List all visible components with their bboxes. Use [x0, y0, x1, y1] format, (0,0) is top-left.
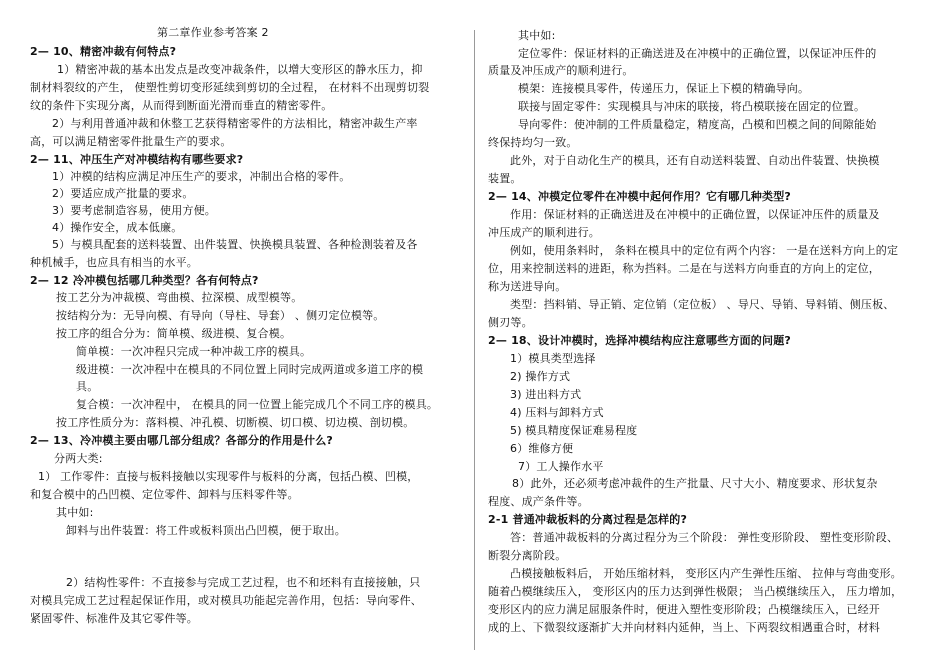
column-divider — [474, 30, 475, 650]
left-column-line: 级进模：一次冲程中在模具的不同位置上同时完成两道或多道工序的模 — [76, 363, 424, 376]
right-column-line: 随着凸模继续压入， 变形区内的压力达到弹性极限； 当凸模继续压入， 压力增加， — [488, 585, 903, 598]
left-column-line: 2— 10、精密冲裁有何特点? — [30, 45, 177, 58]
left-column-line: 对模具完成工艺过程起保证作用，或对模具功能起完善作用，包括：导向零件、 — [30, 594, 422, 607]
right-column-line: 联接与固定零件：实现模具与冲床的联接，将凸模联接在固定的位置。 — [518, 100, 866, 113]
right-column-line: 侧刃等。 — [488, 316, 533, 329]
right-column-line: 2-1 普通冲裁板料的分离过程是怎样的? — [488, 513, 688, 526]
left-column-line: 2）与利用普通冲裁和休整工艺获得精密零件的方法相比，精密冲裁生产率 — [52, 117, 418, 130]
left-column-line: 高，可以满足精密零件批量生产的要求。 — [30, 135, 232, 148]
right-column-line: 2) 操作方式 — [510, 370, 571, 383]
right-column-line: 例如，使用条料时， 条料在模具中的定位有两个内容： 一是在送料方向上的定 — [510, 244, 899, 257]
left-column-line: 按工艺分为冲裁模、弯曲模、拉深模、成型模等。 — [56, 291, 303, 304]
left-column-line: 和复合模中的凸凹模、定位零件、卸料与压料零件等。 — [30, 488, 299, 501]
right-column-line: 质量及冲压成产的顺利进行。 — [488, 64, 634, 77]
left-column-line: 1） 工作零件：直接与板料接触以实现零件与板料的分离，包括凸模、凹模， — [38, 470, 419, 483]
left-column-line: 复合模：一次冲程中， 在模具的同一位置上能完成几个不同工序的模具。 — [76, 398, 439, 411]
right-column-line: 2— 18、设计冲模时，选择冲模结构应注意哪些方面的问题? — [488, 334, 791, 347]
left-column-line: 2— 11、冲压生产对冲模结构有哪些要求? — [30, 153, 244, 166]
left-column-line: 按结构分为：无导向模、有导向（导柱、导套） 、侧刃定位模等。 — [56, 309, 385, 322]
right-column-line: 8）此外，还必须考虑冲裁件的生产批量、尺寸大小、精度要求、形状复杂 — [512, 477, 878, 490]
left-column-line: 3）要考虑制造容易，使用方便。 — [52, 204, 216, 217]
left-column-line: 紧固零件、标准件及其它零件等。 — [30, 612, 198, 625]
right-column-line: 2— 14、冲模定位零件在冲模中起何作用？它有哪几种类型? — [488, 190, 791, 203]
left-column-line: 简单模：一次冲程只完成一种冲裁工序的模具。 — [76, 345, 312, 358]
right-column-line: 称为送进导向。 — [488, 280, 567, 293]
left-column-line: 5）与模具配套的送料装置、出件装置、快换模具装置、各种检测装着及各 — [52, 238, 418, 251]
left-column-line: 按工序性质分为：落料模、冲孔模、切断模、切口模、切边模、剖切模。 — [56, 416, 415, 429]
left-column-line: 2— 12 冷冲模包括哪几种类型？各有何特点? — [30, 274, 259, 287]
right-column-line: 此外，对于自动化生产的模具，还有自动送料装置、自动出件装置、快换模 — [510, 154, 880, 167]
right-column-line: 位，用来控制送料的进距，称为挡料。二是在与送料方向垂直的方向上的定位， — [488, 262, 880, 275]
left-column-line: 卸料与出件装置：将工件或板料顶出凸凹模，便于取出。 — [66, 524, 346, 537]
right-column-line: 类型：挡料销、导正销、定位销（定位板） 、导尺、导销、导料销、侧压板、 — [510, 298, 895, 311]
left-column-line: 1）冲模的结构应满足冲压生产的要求，冲制出合格的零件。 — [52, 170, 351, 183]
left-column-line: 其中如: — [56, 506, 94, 519]
right-column-line: 6）维修方便 — [510, 442, 574, 455]
left-column-line: 1）精密冲裁的基本出发点是改变冲裁条件，以增大变形区的静水压力，抑 — [57, 63, 423, 76]
right-column-line: 程度、成产条件等。 — [488, 495, 589, 508]
right-column-line: 成的上、下微裂纹逐渐扩大并向材料内延伸，当上、下两裂纹相遇重合时，材料 — [488, 621, 880, 634]
left-column-line: 种机械手，也应具有相当的水平。 — [30, 256, 198, 269]
right-column-line: 其中如: — [518, 29, 556, 42]
left-column-line: 纹的条件下实现分离，从而得到断面光滑而垂直的精密零件。 — [30, 99, 333, 112]
right-column-line: 作用：保证材料的正确送进及在冲模中的正确位置，以保证冲压件的质量及 — [510, 208, 880, 221]
right-column-line: 答：普通冲裁板料的分离过程分为三个阶段： 弹性变形阶段、 塑性变形阶段、 — [510, 531, 899, 544]
left-column-line: 2— 13、冷冲模主要由哪几部分组成？各部分的作用是什么? — [30, 434, 333, 447]
right-column-line: 断裂分离阶段。 — [488, 549, 567, 562]
right-column-line: 终保持均匀一致。 — [488, 136, 578, 149]
left-column-line: 第二章作业参考答案 2 — [157, 26, 269, 39]
right-column-line: 1）模具类型选择 — [510, 352, 596, 365]
right-column-line: 模架：连接模具零件，传递压力，保证上下模的精确导向。 — [518, 82, 810, 95]
left-column-line: 具。 — [76, 380, 99, 393]
right-column-line: 7）工人操作水平 — [518, 460, 604, 473]
left-column-line: 2）要适应成产批量的要求。 — [52, 187, 194, 200]
right-column-line: 变形区内的应力满足屈服条件时，便进入塑性变形阶段；凸模继续压入，已经开 — [488, 603, 880, 616]
left-column-line: 制材料裂纹的产生， 使塑性剪切变形延续到剪切的全过程， 在材料不出现剪切裂 — [30, 81, 430, 94]
right-column-line: 3) 进出料方式 — [510, 388, 582, 401]
right-column-line: 导向零件：使冲制的工件质量稳定，精度高，凸模和凹模之间的间隙能始 — [518, 118, 877, 131]
right-column-line: 凸模接触板料后， 开始压缩材料， 变形区内产生弹性压缩、 拉伸与弯曲变形。 — [510, 567, 902, 580]
right-column-line: 定位零件：保证材料的正确送进及在冲模中的正确位置，以保证冲压件的 — [518, 47, 877, 60]
right-column-line: 冲压成产的顺利进行。 — [488, 226, 600, 239]
right-column-line: 5) 模具精度保证难易程度 — [510, 424, 638, 437]
left-column-line: 分两大类: — [54, 452, 103, 465]
left-column-line: 2）结构性零件：不直接参与完成工艺过程，也不和坯料有直接接触，只 — [66, 576, 421, 589]
left-column-line: 4）操作安全，成本低廉。 — [52, 221, 183, 234]
left-column-line: 按工序的组合分为：简单模、级进模、复合模。 — [56, 327, 292, 340]
right-column-line: 4) 压料与卸料方式 — [510, 406, 604, 419]
right-column-line: 装置。 — [488, 172, 522, 185]
